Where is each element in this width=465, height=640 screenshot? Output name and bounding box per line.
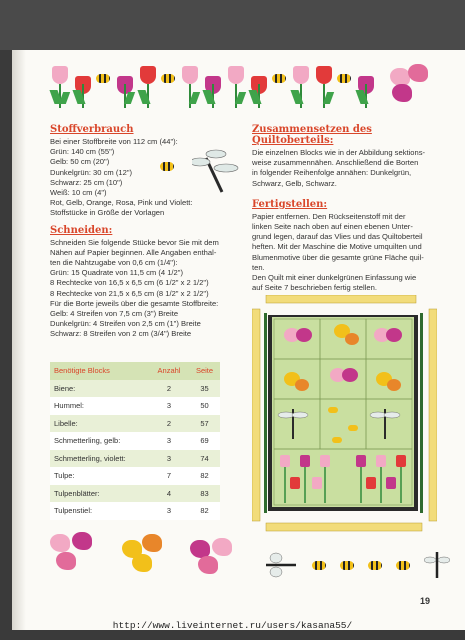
text-line: Weiß: 10 cm (4") [50,188,107,198]
table-cell: 3 [166,453,172,463]
table-header: Seite [195,366,214,376]
tulip-icon [115,62,135,110]
text-line: Für die Borte jeweils über die gesamte Stoffbreite: [50,298,219,308]
table-header-row [50,362,220,380]
table-row [50,450,220,468]
table-cell: 3 [166,401,172,411]
table-cell: 74 [200,453,209,463]
tulip-border [50,62,376,110]
tulip-icon [203,62,223,110]
table-cell: Schmetterling, violett: [54,453,126,463]
text-line: Grün: 15 Quadrate von 11,5 cm (4 1/2") [50,268,183,278]
table-cell: 3 [166,506,172,516]
page-gutter-shadow [12,50,26,630]
table-header: Anzahl [157,366,181,376]
table-cell: 57 [200,418,209,428]
table-cell: Schmetterling, gelb: [54,436,121,446]
dragonfly-icon [262,552,298,578]
bee-icon [96,62,112,110]
tulip-icon [50,62,70,110]
bee-icon [340,561,354,570]
butterfly-icon [190,536,234,576]
text-line: Die einzelnen Blocks wie in der Abbildung sektions- [252,148,426,157]
table-cell: 83 [200,488,209,498]
table-header: Benötigte Blocks [54,366,110,376]
section-heading-fertigstellen: Fertigstellen: [252,198,328,210]
schneiden-list [50,238,240,340]
bee-icon [160,158,174,176]
text-line: Papier entfernen. Den Rückseitenstoff mit der [252,211,406,221]
table-row [50,397,220,415]
text-line: grund legen, darauf das Vlies und das Quiltoberteil [252,232,423,242]
text-line: Schwarz: 8 Streifen von 2 cm (3/4") Breite [50,329,192,339]
tulip-icon [180,62,200,110]
tulip-icon [249,62,269,110]
table-cell: Tulpenblätter: [54,488,100,498]
tulip-icon [138,62,158,110]
insect-border [262,550,450,580]
table-cell: 2 [166,383,172,393]
fertigstellen-text [252,212,432,294]
text-line: auf Seite 7 beschrieben fertig stellen. [252,283,377,293]
table-cell: 69 [200,436,209,446]
section-heading-zusammensetzen: Zusammensetzen des Quiltoberteils: [252,124,372,146]
bee-icon [396,561,410,570]
text-line: Schwarz: 25 cm (10") [50,177,123,187]
table-cell: Tulpe: [54,471,75,481]
bee-icon [312,561,326,570]
tulip-icon [226,62,246,110]
table-row [50,485,220,503]
section-heading-stoffverbrauch: Stoffverbrauch [50,124,134,135]
butterfly-icon [122,534,166,574]
tulip-icon [314,62,334,110]
table-row [50,415,220,433]
table-row [50,432,220,450]
table-row [50,502,220,520]
table-cell: 7 [166,471,172,481]
butterfly-icon [388,64,432,104]
text-line: Blumenmotive über die gesamte grüne Fläche quil- [252,252,424,262]
text-line: weise zusammennähen. Anschließend die Borten [252,158,419,168]
source-url: http://www.liveinternet.ru/users/kasana55/ [112,620,353,631]
table-cell: Tulpenstiel: [54,506,93,516]
bee-icon [272,62,288,110]
dragonfly-icon [192,148,242,196]
table-cell: Libelle: [54,418,78,428]
text-line: Bei einer Stoffbreite von 112 cm (44"): [50,137,178,146]
dragonfly-icon [424,550,450,580]
text-line: 8 Rechtecke von 16,5 x 6,5 cm (6 1/2" x 2 1/2") [50,278,209,288]
text-line: Nähen auf Papier beginnen. Alle Angaben enthal- [50,247,217,257]
table-cell: 3 [166,436,172,446]
table-cell: 4 [166,488,172,498]
text-line: Den Quilt mit einer dunkelgrünen Einfassung wie [252,273,417,283]
table-row [50,467,220,485]
text-line: Dunkelgrün: 4 Streifen von 2,5 cm (1") Breite [50,319,201,329]
bee-icon [161,62,177,110]
table-cell: 50 [200,401,209,411]
page-number: 19 [420,596,431,606]
text-line: Schneiden Sie folgende Stücke bevor Sie mit dem [50,237,219,247]
tulip-icon [291,62,311,110]
text-line: Rot, Gelb, Orange, Rosa, Pink und Violett: [50,198,193,208]
zusammensetzen-text [252,148,432,189]
table-cell: Hummel: [54,401,85,411]
bee-icon [368,561,382,570]
text-line: Grün: 140 cm (55") [50,147,115,157]
text-line: Schwarz, Gelb, Schwarz. [252,178,337,188]
table-cell: 35 [200,383,209,393]
butterfly-icon [50,532,94,572]
tulip-icon [73,62,93,110]
required-blocks-table [50,362,220,520]
text-line: heften. Mit der Maschine die Motive umquilten und [252,242,422,252]
text-line: Gelb: 4 Streifen von 7,5 cm (3") Breite [50,309,179,319]
text-line: Gelb: 50 cm (20") [50,157,110,167]
text-line: 8 Rechtecke von 21,5 x 6,5 cm (8 1/2" x 2 1/2") [50,288,209,298]
table-cell: 2 [166,418,172,428]
section-heading-schneiden: Schneiden: [50,224,113,236]
text-line: Dunkelgrün: 30 cm (12") [50,167,133,177]
text-line: ten die Nahtzugabe von 0,6 cm (1/4"): [50,258,178,268]
text-line: ten. [252,262,265,272]
text-line: linken Seite nach oben auf einen ebenen Unter- [252,222,413,232]
tulip-icon [356,62,376,110]
table-cell: 82 [200,471,209,481]
table-row [50,380,220,398]
bee-icon [337,62,353,110]
quilt-illustration [252,295,437,535]
text-line: Stoffstücke in Größe der Vorlagen [50,208,165,218]
table-cell: Biene: [54,383,76,393]
scan-background [0,0,465,50]
table-cell: 82 [200,506,209,516]
text-line: in folgender Reihenfolge annähen: Dunkelgrün, [252,168,412,178]
